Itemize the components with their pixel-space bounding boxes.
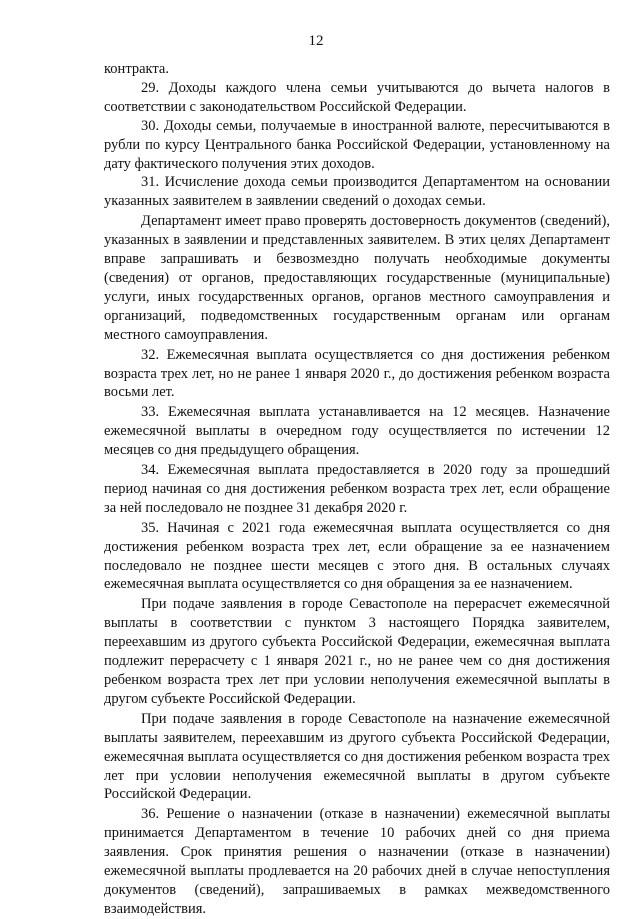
paragraph-33: 33. Ежемесячная выплата устанавливается на 12 месяцев. Назначение ежемесячной выплаты в очередном году осуществляется по истечении 12 месяцев со дня предыдущего обращения. [104,404,610,459]
paragraph-contract-end: контракта. [104,61,169,77]
paragraph-36: 36. Решение о назначении (отказе в назначении) ежемесячной выплаты принимается Департаментом в течение 10 рабочих дней со дня приема заявления. Срок принятия решения о назначении (отказе в назначении) ежемесячной выплаты продлевается на 20 рабочих дней в случае непоступления документов (сведений), запрашиваемых в рамках межведомственного взаимодействия. [104,806,610,917]
paragraph-34: 34. Ежемесячная выплата предоставляется в 2020 году за прошедший период начиная со дня достижения ребенком возраста трех лет, если обращение за ней последовало не позднее 31 декабря 2020 г. [104,462,610,516]
document-body [104,60,610,919]
paragraph-35: 35. Начиная с 2021 года ежемесячная выплата осуществляется со дня достижения ребенком возраста трех лет, если обращение за ее назначением последовало не позднее шести месяцев с этого дня. В остальных случаях ежемесячная выплата осуществляется со дня обращения за ее назначением. [104,519,610,593]
paragraph-30: 30. Доходы семьи, получаемые в иностранной валюте, пересчитываются в рубли по курсу Центрального банка Российской Федерации, установленному на дату фактического получения этих доходов. [104,117,610,172]
paragraph-29: 29. Доходы каждого члена семьи учитываются до вычета налогов в соответствии с законодательством Российской Федерации. [104,79,610,115]
paragraph-32: 32. Ежемесячная выплата осуществляется со дня достижения ребенком возраста трех лет, но не ранее 1 января 2020 г., до достижения ребенком возраста восьми лет. [104,346,610,401]
paragraph-31: 31. Исчисление дохода семьи производится Департаментом на основании указанных заявителем в заявлении сведений о доходах семьи. [104,174,610,210]
paragraph-35-assignment: При подаче заявления в городе Севастополе на назначение ежемесячной выплаты заявителем, переехавшим из другого субъекта Российской Федерации, ежемесячная выплата осуществляется со дня достижения ребенком возраста трех лет при условии неполучения ежемесячной выплаты в другом субъекте Российской Федерации. [104,710,610,803]
paragraph-31-department-rights: Департамент имеет право проверять достоверность документов (сведений), указанных в заявлении и представленных заявителем. В этих целях Департамент вправе запрашивать и безвозмездно получать необходимые документы (сведения) от органов, предоставляющих государственные (муниципальные) услуги, иных государственных органов, органов местного самоуправления и организаций, подведомственных государственным органам или органам местного самоуправления. [104,213,610,343]
page-number: 12 [308,33,324,49]
paragraph-35-recalculation: При подаче заявления в городе Севастополе на перерасчет ежемесячной выплаты в соответствии с пунктом 3 настоящего Порядка заявителем, переехавшим из другого субъекта Российской Федерации, ежемесячная выплата подлежит перерасчету с 1 января 2021 г., но не ранее чем со дня достижения ребенком возраста трех лет при условии неполучения ежемесячной выплаты в другом субъекте Российской Федерации. [104,596,610,707]
